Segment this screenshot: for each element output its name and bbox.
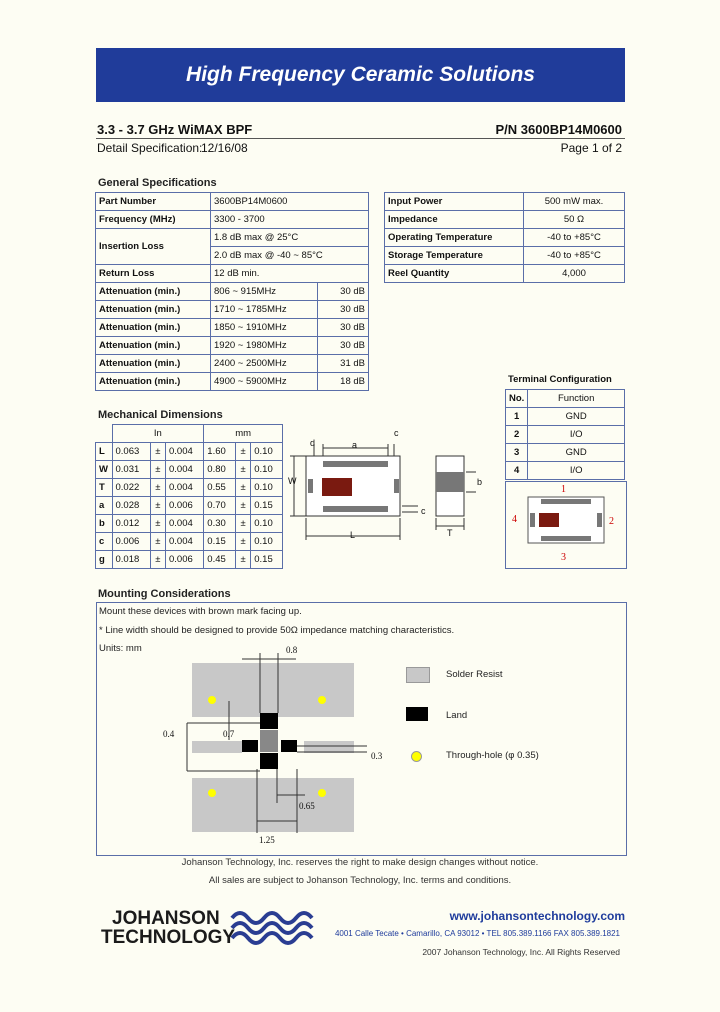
dim-mm-tol: 0.10 [251,461,283,479]
dim-04-label: 0.4 [163,729,175,739]
dim-label: g [96,551,113,569]
attenuation-label: Attenuation (min.) [96,301,211,319]
mechanical-diagram [286,426,496,576]
terminal-config-table [505,389,625,480]
pin-2-label: 2 [609,516,614,527]
pin-1-label: 1 [561,484,566,495]
dim-mm: 0.15 [204,533,236,551]
table-row [385,247,625,265]
insertion-loss-label: Insertion Loss [96,229,211,265]
pad-bottom [541,536,591,541]
terminal-col-function: Function [528,390,625,408]
mounting-units: Units: mm [99,643,142,654]
frequency-value: 3300 - 3700 [211,211,369,229]
table-row [506,426,625,444]
table-row [96,443,283,461]
land-pattern-svg [157,643,397,848]
pm-sign: ± [236,497,251,515]
mechanical-title: Mechanical Dimensions [98,409,223,421]
pm-sign: ± [150,515,165,533]
through-hole [318,789,326,797]
table-row [96,193,369,211]
dim-in-tol: 0.006 [166,497,204,515]
dim-a-label: a [352,440,358,450]
legend-solder-label: Solder Resist [446,669,503,680]
table-row [96,229,369,247]
dim-mm: 1.60 [204,443,236,461]
dim-mm: 0.30 [204,515,236,533]
table-row [96,337,369,355]
pm-sign: ± [236,461,251,479]
through-hole [208,789,216,797]
attenuation-range: 1920 ~ 1980MHz [211,337,318,355]
copyright: 2007 Johanson Technology, Inc. All Rights Reserved [422,947,620,957]
pad-top [323,461,388,467]
pad-top [541,499,591,504]
spec-label: Detail Specification: [97,141,203,155]
general-specs-table [95,192,369,391]
page-number: Page 1 of 2 [560,141,622,155]
attenuation-label: Attenuation (min.) [96,319,211,337]
attenuation-range: 1850 ~ 1910MHz [211,319,318,337]
dim-mm: 0.55 [204,479,236,497]
address: 4001 Calle Tecate • Camarillo, CA 93012 • TEL 805.389.1166 FAX 805.389.1821 [334,929,620,938]
table-row [96,425,283,443]
dim-mm-tol: 0.10 [251,533,283,551]
part-number-value: 3600BP14M0600 [211,193,369,211]
corner-cell [96,425,113,443]
attenuation-db: 30 dB [318,283,369,301]
terminal-function: GND [528,408,625,426]
attenuation-label: Attenuation (min.) [96,337,211,355]
mounting-line-1: Mount these devices with brown mark facing up. [99,606,302,617]
terminal-no: 1 [506,408,528,426]
dim-mm: 0.70 [204,497,236,515]
attenuation-db: 18 dB [318,373,369,391]
table-row [506,444,625,462]
terminal-diagram [505,481,627,569]
attenuation-range: 2400 ~ 2500MHz [211,355,318,373]
legend-through-hole-swatch [411,751,422,762]
attenuation-label: Attenuation (min.) [96,355,211,373]
attenuation-range: 4900 ~ 5900MHz [211,373,318,391]
land-top [260,713,278,729]
pm-sign: ± [236,551,251,569]
pad-left [530,513,535,527]
electrical-specs-table [384,192,625,283]
impedance-label: Impedance [385,211,524,229]
attenuation-range: 1710 ~ 1785MHz [211,301,318,319]
dim-mm: 0.45 [204,551,236,569]
pm-sign: ± [236,443,251,461]
banner [96,48,625,102]
dim-in: 0.028 [112,497,150,515]
storage-temp-label: Storage Temperature [385,247,524,265]
reel-quantity-label: Reel Quantity [385,265,524,283]
pm-sign: ± [236,479,251,497]
terminal-col-no: No. [506,390,528,408]
land-center [260,730,278,752]
dim-t-label: T [447,528,453,538]
table-row [385,229,625,247]
dim-d-label: d [310,438,316,448]
col-in-header: In [112,425,204,443]
dim-label: L [96,443,113,461]
terminal-config-title: Terminal Configuration [508,374,612,385]
pad-bottom [323,506,388,512]
mounting-panel [96,602,627,856]
dim-in: 0.006 [112,533,150,551]
pin-4-label: 4 [512,514,517,525]
footer-line-1: Johanson Technology, Inc. reserves the right to make design changes without notice. [181,857,539,868]
legend-solder-swatch [406,667,430,683]
pm-sign: ± [150,533,165,551]
part-number-title: P/N 3600BP14M0600 [495,122,622,137]
dim-mm: 0.80 [204,461,236,479]
dim-in-tol: 0.004 [166,443,204,461]
legend-land-swatch [406,707,428,721]
table-row [96,265,369,283]
pin-3-label: 3 [561,552,566,563]
pm-sign: ± [150,551,165,569]
dim-in: 0.063 [112,443,150,461]
dim-in: 0.018 [112,551,150,569]
dim-in: 0.031 [112,461,150,479]
pm-sign: ± [236,533,251,551]
table-row [96,283,369,301]
solder-resist-top [192,663,354,717]
table-row [506,390,625,408]
terminal-diagram-svg [506,482,626,568]
return-loss-value: 12 dB min. [211,265,369,283]
operating-temp-value: -40 to +85°C [524,229,625,247]
product-title: 3.3 - 3.7 GHz WiMAX BPF [97,122,253,137]
input-power-label: Input Power [385,193,524,211]
logo-wave-3 [232,933,312,943]
dim-in: 0.022 [112,479,150,497]
pad-right [394,479,399,493]
part-number-label: Part Number [96,193,211,211]
land-right [281,740,297,752]
insertion-loss-value-1: 1.8 dB max @ 25°C [211,229,369,247]
table-row [385,193,625,211]
legend-land-label: Land [446,710,468,721]
frequency-label: Frequency (MHz) [96,211,211,229]
dim-label: T [96,479,113,497]
pm-sign: ± [236,515,251,533]
attenuation-db: 30 dB [318,301,369,319]
pm-sign: ± [150,497,165,515]
dim-in-tol: 0.004 [166,515,204,533]
through-hole [318,696,326,704]
dim-03-label: 0.3 [371,751,383,761]
dim-in: 0.012 [112,515,150,533]
logo-technology: TECHNOLOGY [101,927,236,948]
table-row [96,551,283,569]
mechanical-diagram-svg [286,426,496,576]
table-row [96,497,283,515]
dim-125-label: 1.25 [259,835,275,845]
dim-08-label: 0.8 [286,645,298,655]
dim-mm-tol: 0.10 [251,479,283,497]
table-row [96,211,369,229]
insertion-loss-value-2: 2.0 dB max @ -40 ~ 85°C [211,247,369,265]
table-row [96,301,369,319]
spec-date: 12/16/08 [201,141,248,155]
attenuation-range: 806 ~ 915MHz [211,283,318,301]
dim-mm-tol: 0.15 [251,497,283,515]
terminal-function: GND [528,444,625,462]
general-specs-title: General Specifications [98,177,217,189]
solder-resist-left-line [192,741,242,753]
table-row [96,533,283,551]
table-row [96,479,283,497]
impedance-value: 50 Ω [524,211,625,229]
dim-mm-tol: 0.15 [251,551,283,569]
dim-mm-tol: 0.10 [251,515,283,533]
logo-johanson: JOHANSON [112,908,220,929]
terminal-no: 3 [506,444,528,462]
return-loss-label: Return Loss [96,265,211,283]
dim-065-label: 0.65 [299,801,315,811]
reel-quantity-value: 4,000 [524,265,625,283]
dim-c-top-label: c [394,428,399,438]
dim-mm-tol: 0.10 [251,443,283,461]
table-row [96,355,369,373]
dim-c-side-label: c [421,506,426,516]
solder-resist-bottom [192,778,354,832]
dim-in-tol: 0.006 [166,551,204,569]
table-row [506,462,625,480]
terminal-no: 4 [506,462,528,480]
terminal-function: I/O [528,426,625,444]
dim-label: c [96,533,113,551]
mechanical-table [95,424,283,569]
table-row [385,265,625,283]
table-row [96,319,369,337]
attenuation-db: 30 dB [318,337,369,355]
attenuation-label: Attenuation (min.) [96,373,211,391]
brown-mark [322,478,352,496]
table-row [385,211,625,229]
dim-w-label: W [288,476,297,486]
website-link[interactable]: www.johansontechnology.com [449,909,625,923]
solder-resist-right-line [304,741,354,753]
terminal-function: I/O [528,462,625,480]
legend-through-hole-label: Through-hole (φ 0.35) [446,750,539,761]
mounting-title: Mounting Considerations [98,588,231,600]
storage-temp-value: -40 to +85°C [524,247,625,265]
table-row [96,515,283,533]
dim-b-label: b [477,477,483,487]
operating-temp-label: Operating Temperature [385,229,524,247]
table-row [506,408,625,426]
side-pad [436,472,464,492]
attenuation-label: Attenuation (min.) [96,283,211,301]
through-hole [208,696,216,704]
input-power-value: 500 mW max. [524,193,625,211]
table-row [96,461,283,479]
attenuation-db: 31 dB [318,355,369,373]
col-mm-header: mm [204,425,283,443]
attenuation-db: 30 dB [318,319,369,337]
pad-right [597,513,602,527]
footer-line-2: All sales are subject to Johanson Technology, Inc. terms and conditions. [208,875,512,886]
brown-mark [539,513,559,527]
pm-sign: ± [150,443,165,461]
dim-in-tol: 0.004 [166,533,204,551]
land-bottom [260,753,278,769]
pm-sign: ± [150,479,165,497]
terminal-no: 2 [506,426,528,444]
logo-wave-icon [230,908,315,950]
dim-l-label: L [350,530,356,540]
pad-left [308,479,313,493]
dim-label: b [96,515,113,533]
dim-in-tol: 0.004 [166,479,204,497]
dim-label: a [96,497,113,515]
header-divider [96,138,625,139]
dim-label: W [96,461,113,479]
table-row [96,373,369,391]
dim-07-label: 0.7 [223,729,235,739]
banner-title: High Frequency Ceramic Solutions [186,63,535,86]
land-left [242,740,258,752]
mounting-line-2: * Line width should be designed to provide 50Ω impedance matching characteristics. [99,625,455,636]
dim-in-tol: 0.004 [166,461,204,479]
pm-sign: ± [150,461,165,479]
